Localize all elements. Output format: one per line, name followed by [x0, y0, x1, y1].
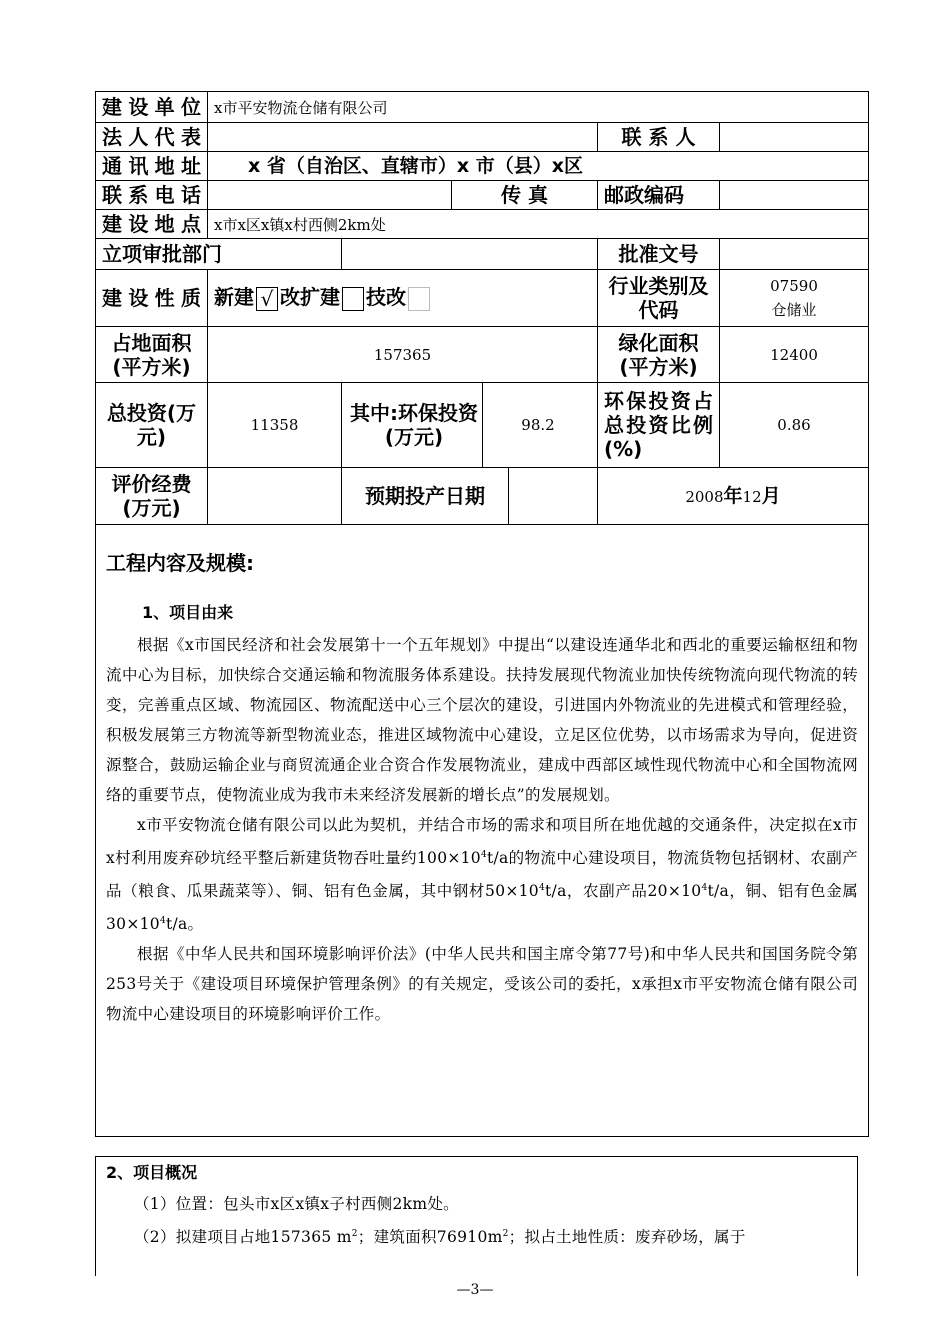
fax-label: 传 真	[452, 181, 598, 210]
approval-no-value	[720, 239, 869, 270]
land-area-label: 占地面积(平方米)	[96, 327, 208, 383]
postcode-value	[720, 181, 869, 210]
env-ratio-label: 环保投资占总投资比例(%)	[598, 383, 720, 468]
industry-label: 行业类别及代码	[598, 270, 720, 327]
project-info-table	[95, 91, 869, 1137]
site-value: x市x区x镇x村西侧2km处	[208, 210, 869, 239]
address-label: 通讯地址	[96, 152, 208, 181]
content-heading: 工程内容及规模:	[106, 551, 254, 575]
total-invest-value: 11358	[208, 383, 342, 468]
page-number: —3—	[456, 1282, 494, 1298]
site-label: 建设地点	[96, 210, 208, 239]
nature-options	[208, 270, 598, 327]
eval-fee-label: 评价经费(万元)	[96, 468, 208, 525]
nature-new-label: 新建	[214, 285, 254, 310]
postcode-label: 邮政编码	[598, 181, 720, 210]
contact-value	[720, 123, 869, 152]
overview-location: （1）位置：包头市x区x镇x子村西侧2km处。	[134, 1195, 459, 1213]
section2-title: 2、项目概况	[106, 1163, 198, 1182]
prod-date-year: 2008	[685, 488, 724, 506]
nature-tech-label: 技改	[366, 285, 406, 310]
approval-dept-value	[342, 239, 598, 270]
project-overview-section	[95, 1156, 858, 1276]
nature-expand-checkbox[interactable]	[342, 287, 364, 311]
approval-dept-label: 立项审批部门	[96, 239, 342, 270]
industry-name: 仓储业	[771, 301, 817, 319]
industry-code: 07590	[770, 277, 818, 295]
nature-new-checkbox[interactable]: √	[256, 287, 278, 311]
builder-label: 建设单位	[96, 92, 208, 123]
env-ratio-value: 0.86	[720, 383, 869, 468]
env-invest-label: 其中:环保投资(万元)	[350, 401, 478, 449]
prod-date-month: 12	[742, 488, 762, 506]
green-area-label: 绿化面积(平方米)	[598, 327, 720, 383]
paragraph-project: x市平安物流仓储有限公司以此为契机，并结合市场的需求和项目所在地优越的交通条件，决定拟在x市x村利用废弃砂坑经平整后新建货物吞吐量约$100\times 10^4t/a$的物流中心建设项目，物流货物包括钢材、农副产品（粮食、瓜果蔬菜等）、铜、铝有色金属，其中钢材$50\times 10^4t/a$，农副产品$20\times 10^4t/a$，铜、铝有色金属$30\times 10^4t/a$。	[106, 816, 859, 934]
prod-date-value	[598, 468, 869, 525]
nature-tech-checkbox[interactable]	[408, 287, 430, 311]
legal-rep-value	[208, 123, 598, 152]
eval-fee-value	[208, 468, 342, 525]
project-content-cell	[96, 525, 869, 1137]
paragraph-legal-basis: 根据《中华人民共和国环境影响评价法》(中华人民共和国主席令第77号)和中华人民共和国国务院令第253号关于《建设项目环境保护管理条例》的有关规定，受该公司的委托，x承担x市平安物流仓储有限公司物流中心建设项目的环境影响评价工作。	[106, 945, 858, 1024]
contact-label: 联 系 人	[598, 123, 720, 152]
nature-expand-label: 改扩建	[280, 285, 340, 310]
prod-date-row	[342, 468, 598, 525]
builder-value: x市平安物流仓储有限公司	[208, 92, 869, 123]
total-invest-label: 总投资(万元)	[96, 383, 208, 468]
land-area-value: 157365	[208, 327, 598, 383]
env-invest-value: 98.2	[482, 383, 593, 467]
paragraph-background: 根据《x市国民经济和社会发展第十一个五年规划》中提出“以建设连通华北和西北的重要运输枢纽和物流中心为目标，加快综合交通运输和物流服务体系建设。扶持发展现代物流业加快传统物流向现代物流的转变，完善重点区域、物流园区、物流配送中心三个层次的建设，引进国内外物流业的先进模式和管理经验，积极发展第三方物流等新型物流业态，推进区域物流中心建设，立足区位优势，以市场需求为导向，促进资源整合，鼓励运输企业与商贸流通企业合资合作发展物流业，建成中西部区域性现代物流中心和全国物流网络的重要节点，使物流业成为我市未来经济发展新的增长点”的发展规划。	[106, 636, 858, 804]
green-area-value: 12400	[720, 327, 869, 383]
prod-date-year-unit: 年	[723, 485, 743, 507]
env-invest-row	[342, 383, 598, 468]
overview-area: （2）拟建项目占地157365 $m^2$；建筑面积$76910m^2$；拟占土地性质：废弃砂场，属于	[134, 1228, 746, 1247]
phone-value	[208, 181, 452, 210]
phone-label: 联系电话	[96, 181, 208, 210]
address-value: x 省（自治区、直辖市）x 市（县）x区	[208, 152, 869, 181]
nature-label: 建设性质	[96, 270, 208, 327]
legal-rep-label: 法人代表	[96, 123, 208, 152]
industry-value	[720, 270, 869, 327]
prod-date-label: 预期投产日期	[365, 484, 485, 508]
approval-no-label: 批准文号	[598, 239, 720, 270]
section1-title: 1、项目由来	[142, 603, 234, 622]
prod-date-month-unit: 月	[761, 485, 781, 507]
